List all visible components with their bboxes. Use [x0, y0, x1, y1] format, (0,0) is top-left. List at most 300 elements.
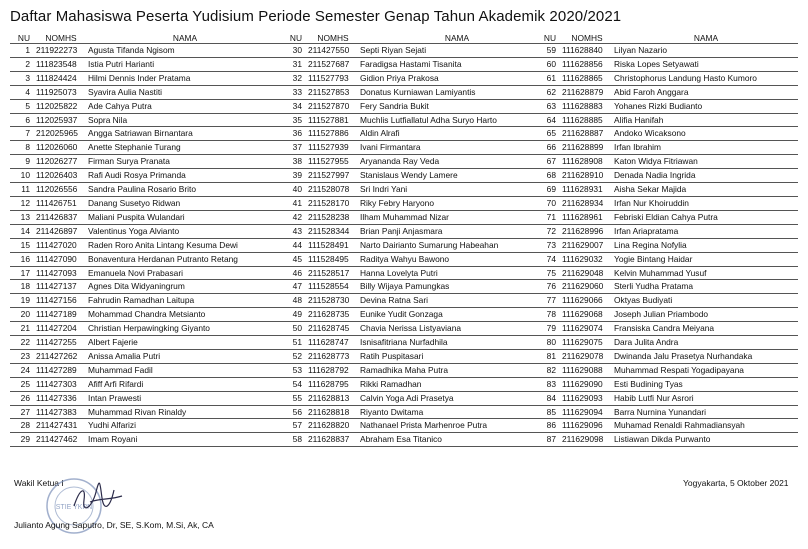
header-no: NU: [536, 33, 560, 44]
student-name: Esti Budining Tyas: [612, 377, 798, 391]
row-number: 60: [536, 57, 560, 71]
student-id: 211628879: [560, 85, 612, 99]
student-name: Septi Riyan Sejati: [358, 44, 554, 58]
student-id: 211527687: [306, 57, 358, 71]
student-name: Yohanes Rizki Budianto: [612, 99, 798, 113]
signature-icon: [70, 478, 130, 518]
row-number: 1: [10, 44, 34, 58]
student-id: 111629096: [560, 419, 612, 433]
row-number: 18: [10, 280, 34, 294]
student-id: 111528495: [306, 252, 358, 266]
row-number: 87: [536, 433, 560, 447]
student-name: Calvin Yoga Adi Prasetya: [358, 391, 554, 405]
student-id: 111427189: [34, 308, 86, 322]
row-number: 85: [536, 405, 560, 419]
row-number: 15: [10, 238, 34, 252]
row-number: 83: [536, 377, 560, 391]
student-id: 111427204: [34, 322, 86, 336]
student-name: Barra Nurnina Yunandari: [612, 405, 798, 419]
student-id: 211628934: [560, 196, 612, 210]
table-row: [10, 224, 282, 238]
student-name: Riyanto Dwitama: [358, 405, 554, 419]
student-name: Listiawan Dikda Purwanto: [612, 433, 798, 447]
student-id: 211426837: [34, 210, 86, 224]
row-number: 26: [10, 391, 34, 405]
student-name: Sri Indri Yani: [358, 183, 554, 197]
row-number: 8: [10, 141, 34, 155]
student-name: Nathanael Prista Marhenroe Putra: [358, 419, 554, 433]
row-number: 4: [10, 85, 34, 99]
table-row: [536, 308, 798, 322]
student-id: 211427462: [34, 433, 86, 447]
table-row: [10, 127, 282, 141]
row-number: 5: [10, 99, 34, 113]
row-number: 27: [10, 405, 34, 419]
student-name: Narto Dairianto Sumarung Habeahan: [358, 238, 554, 252]
student-id: 111629075: [560, 336, 612, 350]
student-id: 111427303: [34, 377, 86, 391]
student-name: Angga Satriawan Birnantara: [86, 127, 282, 141]
table-row: [536, 238, 798, 252]
header-nim: NOMHS: [34, 33, 86, 44]
student-id: 211628773: [306, 349, 358, 363]
student-name: Ivani Firmantara: [358, 141, 554, 155]
student-name: Eunike Yudit Gonzaga: [358, 308, 554, 322]
student-id: 111527793: [306, 71, 358, 85]
student-id: 111527881: [306, 113, 358, 127]
student-id: 211528078: [306, 183, 358, 197]
student-name: Muhammad Fadil: [86, 363, 282, 377]
student-name: Irfan Ariapratama: [612, 224, 798, 238]
student-id: 211922273: [34, 44, 86, 58]
student-name: Devina Ratna Sari: [358, 294, 554, 308]
student-name: Firman Surya Pranata: [86, 155, 282, 169]
row-number: 65: [536, 127, 560, 141]
student-name: Muchlis Lutfiallatul Adha Suryo Harto: [358, 113, 554, 127]
student-name: Katon Widya Fitriawan: [612, 155, 798, 169]
table-row: [282, 238, 554, 252]
student-id: 111628856: [560, 57, 612, 71]
table-row: [10, 405, 282, 419]
table-row: [10, 71, 282, 85]
table-row: [10, 238, 282, 252]
signatory-role: Wakil Ketua I: [14, 478, 64, 488]
row-number: 52: [282, 349, 306, 363]
student-id: 111629074: [560, 322, 612, 336]
student-name: Ratih Puspitasari: [358, 349, 554, 363]
row-number: 37: [282, 141, 306, 155]
table-row: [10, 57, 282, 71]
student-name: Andoko Wicaksono: [612, 127, 798, 141]
student-name: Muhamad Renaldi Rahmadiansyah: [612, 419, 798, 433]
student-table-part-2: [282, 33, 554, 447]
student-id: 211528730: [306, 294, 358, 308]
student-name: Raden Roro Anita Lintang Kesuma Dewi: [86, 238, 282, 252]
row-number: 2: [10, 57, 34, 71]
row-number: 50: [282, 322, 306, 336]
student-id: 211427550: [306, 44, 358, 58]
student-name: Istia Putri Harianti: [86, 57, 282, 71]
table-row: [282, 433, 554, 447]
row-number: 11: [10, 183, 34, 197]
row-number: 67: [536, 155, 560, 169]
student-name: Denada Nadia Ingrida: [612, 169, 798, 183]
student-id: 111629090: [560, 377, 612, 391]
student-name: Yogie Bintang Haidar: [612, 252, 798, 266]
header-nim: NOMHS: [560, 33, 612, 44]
student-id: 111629066: [560, 294, 612, 308]
student-id: 211628813: [306, 391, 358, 405]
row-number: 29: [10, 433, 34, 447]
row-number: 12: [10, 196, 34, 210]
row-number: 59: [536, 44, 560, 58]
student-id: 112026277: [34, 155, 86, 169]
student-id: 111628908: [560, 155, 612, 169]
student-id: 111628795: [306, 377, 358, 391]
student-id: 211427262: [34, 349, 86, 363]
student-name: Imam Royani: [86, 433, 282, 447]
row-number: 3: [10, 71, 34, 85]
table-row: [282, 405, 554, 419]
table-row: [282, 308, 554, 322]
student-id: 111628961: [560, 210, 612, 224]
table-row: [10, 99, 282, 113]
table-row: [536, 155, 798, 169]
table-row: [282, 113, 554, 127]
header-no: NU: [10, 33, 34, 44]
table-row: [282, 169, 554, 183]
row-number: 23: [10, 349, 34, 363]
row-number: 61: [536, 71, 560, 85]
student-name: Dwinanda Jalu Prasetya Nurhandaka: [612, 349, 798, 363]
row-number: 69: [536, 183, 560, 197]
student-name: Valentinus Yoga Alvianto: [86, 224, 282, 238]
table-row: [536, 252, 798, 266]
table-row: [10, 377, 282, 391]
student-name: Dara Julita Andra: [612, 336, 798, 350]
student-name: Lilyan Nazario: [612, 44, 798, 58]
header-name: NAMA: [612, 33, 798, 44]
row-number: 34: [282, 99, 306, 113]
table-row: [536, 57, 798, 71]
table-row: [282, 85, 554, 99]
row-number: 40: [282, 183, 306, 197]
student-name: Alifia Hanifah: [612, 113, 798, 127]
student-id: 112026403: [34, 169, 86, 183]
student-name: Riska Lopes Setyawati: [612, 57, 798, 71]
row-number: 68: [536, 169, 560, 183]
row-number: 64: [536, 113, 560, 127]
student-id: 211426897: [34, 224, 86, 238]
row-number: 75: [536, 266, 560, 280]
table-row: [536, 405, 798, 419]
student-name: Kelvin Muhammad Yusuf: [612, 266, 798, 280]
student-name: Habib Lutfi Nur Asrori: [612, 391, 798, 405]
student-name: Aryananda Ray Veda: [358, 155, 554, 169]
student-name: Danang Susetyo Ridwan: [86, 196, 282, 210]
student-name: Rafi Audi Rosya Primanda: [86, 169, 282, 183]
table-row: [10, 85, 282, 99]
table-row: [282, 391, 554, 405]
document-title: Daftar Mahasiswa Peserta Yudisium Periode Semester Genap Tahun Akademik 2020/2021: [10, 8, 622, 25]
student-id: 111427093: [34, 266, 86, 280]
table-row: [536, 127, 798, 141]
row-number: 49: [282, 308, 306, 322]
student-name: Christophorus Landung Hasto Kumoro: [612, 71, 798, 85]
table-row: [10, 169, 282, 183]
student-name: Irfan Ibrahim: [612, 141, 798, 155]
table-row: [536, 44, 798, 58]
student-id: 111628883: [560, 99, 612, 113]
student-id: 211527997: [306, 169, 358, 183]
student-id: 211528238: [306, 210, 358, 224]
student-id: 211629078: [560, 349, 612, 363]
student-table-part-1: [10, 33, 282, 447]
table-row: [10, 336, 282, 350]
header-name: NAMA: [86, 33, 282, 44]
student-id: 111628931: [560, 183, 612, 197]
student-id: 211427431: [34, 419, 86, 433]
table-row: [10, 433, 282, 447]
student-id: 111426751: [34, 196, 86, 210]
student-name: Gidion Priya Prakosa: [358, 71, 554, 85]
table-row: [282, 363, 554, 377]
table-row: [10, 419, 282, 433]
row-number: 22: [10, 336, 34, 350]
row-number: 20: [10, 308, 34, 322]
table-row: [282, 349, 554, 363]
row-number: 78: [536, 308, 560, 322]
row-number: 17: [10, 266, 34, 280]
student-name: Sterli Yudha Pratama: [612, 280, 798, 294]
table-row: [536, 294, 798, 308]
student-name: Fransiska Candra Meiyana: [612, 322, 798, 336]
student-name: Hilmi Dennis Inder Pratama: [86, 71, 282, 85]
student-name: Ilham Muhammad Nizar: [358, 210, 554, 224]
row-number: 73: [536, 238, 560, 252]
student-id: 211528170: [306, 196, 358, 210]
table-row: [282, 322, 554, 336]
student-name: Irfan Nur Khoiruddin: [612, 196, 798, 210]
student-id: 111427336: [34, 391, 86, 405]
student-name: Aisha Sekar Majida: [612, 183, 798, 197]
student-name: Raditya Wahyu Bawono: [358, 252, 554, 266]
table-row: [536, 210, 798, 224]
student-id: 211628887: [560, 127, 612, 141]
student-id: 111427020: [34, 238, 86, 252]
table-row: [10, 322, 282, 336]
table-row: [282, 210, 554, 224]
student-id: 211628818: [306, 405, 358, 419]
student-name: Riky Febry Haryono: [358, 196, 554, 210]
table-row: [282, 336, 554, 350]
table-row: [10, 141, 282, 155]
student-name: Rikki Ramadhan: [358, 377, 554, 391]
student-id: 111925073: [34, 85, 86, 99]
student-name: Lina Regina Nofylia: [612, 238, 798, 252]
student-id: 211629048: [560, 266, 612, 280]
table-row: [282, 99, 554, 113]
student-name: Emanuela Novi Prabasari: [86, 266, 282, 280]
student-id: 211629098: [560, 433, 612, 447]
table-row: [536, 336, 798, 350]
row-number: 30: [282, 44, 306, 58]
table-row: [282, 57, 554, 71]
student-name: Albert Fajerie: [86, 336, 282, 350]
row-number: 41: [282, 196, 306, 210]
student-id: 111629032: [560, 252, 612, 266]
row-number: 43: [282, 224, 306, 238]
place-date: Yogyakarta, 5 Oktober 2021: [683, 478, 789, 488]
student-name: Yudhi Alfarizi: [86, 419, 282, 433]
row-number: 25: [10, 377, 34, 391]
student-id: 111528491: [306, 238, 358, 252]
row-number: 86: [536, 419, 560, 433]
student-id: 211527853: [306, 85, 358, 99]
table-row: [282, 183, 554, 197]
student-id: 211628910: [560, 169, 612, 183]
table-row: [536, 377, 798, 391]
student-id: 211527870: [306, 99, 358, 113]
row-number: 10: [10, 169, 34, 183]
student-name: Febriski Eldian Cahya Putra: [612, 210, 798, 224]
student-id: 111628792: [306, 363, 358, 377]
student-id: 111629094: [560, 405, 612, 419]
table-row: [10, 44, 282, 58]
student-id: 111527886: [306, 127, 358, 141]
student-name: Syavira Aulia Nastiti: [86, 85, 282, 99]
student-id: 211628837: [306, 433, 358, 447]
row-number: 63: [536, 99, 560, 113]
row-number: 38: [282, 155, 306, 169]
table-row: [536, 99, 798, 113]
student-name: Fahrudin Ramadhan Laitupa: [86, 294, 282, 308]
row-number: 21: [10, 322, 34, 336]
table-row: [536, 196, 798, 210]
row-number: 74: [536, 252, 560, 266]
row-number: 81: [536, 349, 560, 363]
table-row: [536, 322, 798, 336]
student-id: 211628820: [306, 419, 358, 433]
table-row: [282, 266, 554, 280]
student-id: 111629093: [560, 391, 612, 405]
table-row: [536, 113, 798, 127]
table-row: [10, 294, 282, 308]
row-number: 48: [282, 294, 306, 308]
row-number: 31: [282, 57, 306, 71]
row-number: 16: [10, 252, 34, 266]
table-row: [536, 183, 798, 197]
table-row: [536, 266, 798, 280]
table-row: [282, 196, 554, 210]
table-row: [10, 391, 282, 405]
row-number: 35: [282, 113, 306, 127]
table-row: [10, 113, 282, 127]
student-name: Faradigsa Hastami Tisanita: [358, 57, 554, 71]
table-row: [10, 266, 282, 280]
row-number: 80: [536, 336, 560, 350]
row-number: 56: [282, 405, 306, 419]
student-name: Agnes Dita Widyaningrum: [86, 280, 282, 294]
table-row: [282, 71, 554, 85]
row-number: 55: [282, 391, 306, 405]
row-number: 42: [282, 210, 306, 224]
table-row: [282, 419, 554, 433]
row-number: 32: [282, 71, 306, 85]
student-name: Muhammad Rivan Rinaldy: [86, 405, 282, 419]
row-number: 28: [10, 419, 34, 433]
table-row: [10, 183, 282, 197]
student-id: 111629068: [560, 308, 612, 322]
student-id: 211628996: [560, 224, 612, 238]
student-name: Sandra Paulina Rosario Brito: [86, 183, 282, 197]
student-id: 111629088: [560, 363, 612, 377]
student-name: Hanna Lovelyta Putri: [358, 266, 554, 280]
row-number: 14: [10, 224, 34, 238]
student-id: 211628745: [306, 322, 358, 336]
header-no: NU: [282, 33, 306, 44]
header-name: NAMA: [358, 33, 554, 44]
student-name: Bonaventura Herdanan Putranto Retang: [86, 252, 282, 266]
student-id: 111527955: [306, 155, 358, 169]
table-row: [536, 169, 798, 183]
row-number: 51: [282, 336, 306, 350]
table-row: [536, 419, 798, 433]
row-number: 36: [282, 127, 306, 141]
row-number: 47: [282, 280, 306, 294]
table-row: [536, 141, 798, 155]
row-number: 33: [282, 85, 306, 99]
table-row: [282, 127, 554, 141]
student-id: 111527939: [306, 141, 358, 155]
row-number: 66: [536, 141, 560, 155]
table-row: [282, 44, 554, 58]
student-name: Stanislaus Wendy Lamere: [358, 169, 554, 183]
student-name: Aldin Alrafi: [358, 127, 554, 141]
row-number: 71: [536, 210, 560, 224]
table-row: [10, 308, 282, 322]
student-id: 111427090: [34, 252, 86, 266]
table-row: [10, 252, 282, 266]
student-name: Muhammad Respati Yogadipayana: [612, 363, 798, 377]
table-row: [282, 155, 554, 169]
student-id: 111628885: [560, 113, 612, 127]
student-name: Afiff Arfi Rifardi: [86, 377, 282, 391]
table-row: [536, 71, 798, 85]
row-number: 45: [282, 252, 306, 266]
table-row: [282, 280, 554, 294]
table-row: [282, 377, 554, 391]
student-id: 111427137: [34, 280, 86, 294]
student-name: Abraham Esa Titanico: [358, 433, 554, 447]
student-name: Billy Wijaya Pamungkas: [358, 280, 554, 294]
student-name: Oktyas Budiyati: [612, 294, 798, 308]
row-number: 84: [536, 391, 560, 405]
row-number: 6: [10, 113, 34, 127]
student-id: 111628865: [560, 71, 612, 85]
table-row: [282, 141, 554, 155]
student-name: Sopra Nila: [86, 113, 282, 127]
student-name: Christian Herpawingking Giyanto: [86, 322, 282, 336]
row-number: 46: [282, 266, 306, 280]
student-id: 111628840: [560, 44, 612, 58]
student-id: 211528517: [306, 266, 358, 280]
student-id: 111427156: [34, 294, 86, 308]
student-id: 112025822: [34, 99, 86, 113]
student-name: Brian Panji Anjasmara: [358, 224, 554, 238]
table-row: [10, 363, 282, 377]
row-number: 9: [10, 155, 34, 169]
